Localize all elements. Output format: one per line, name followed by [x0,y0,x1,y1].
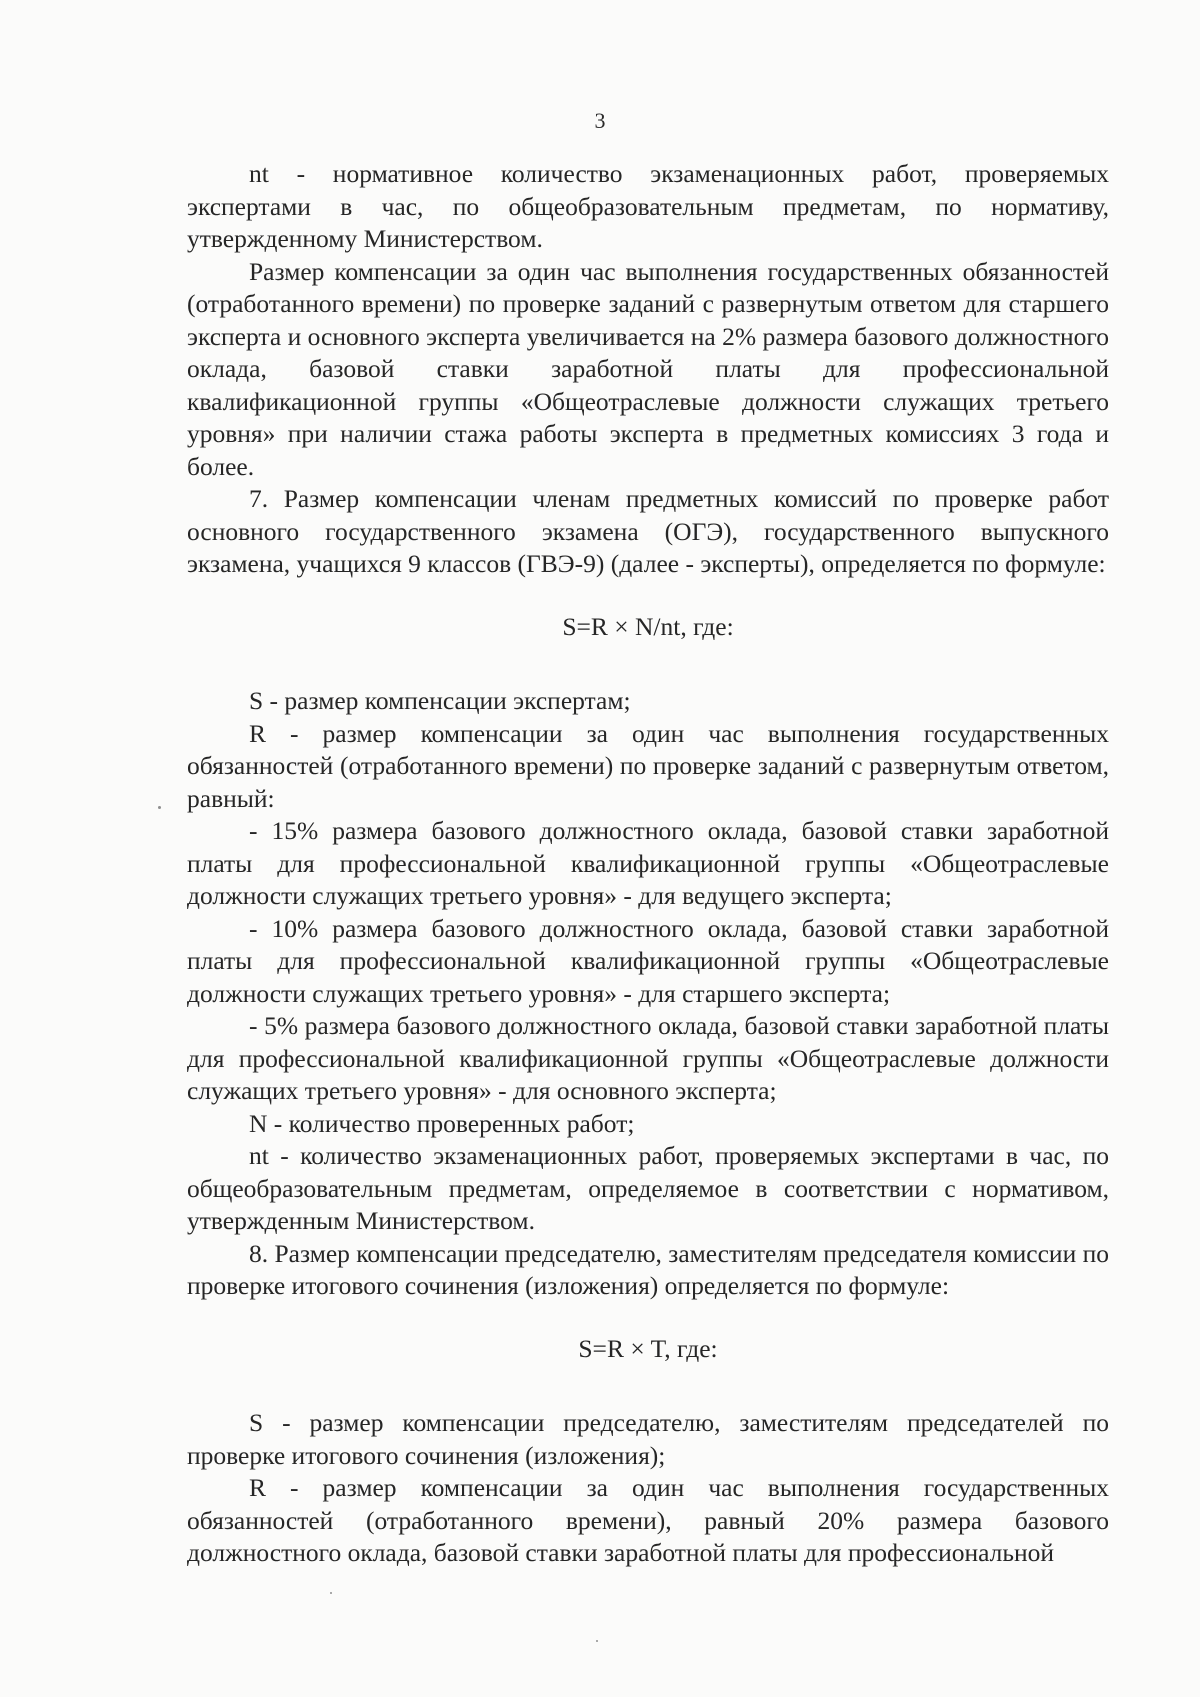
formula-1: S=R × N/nt, где: [562,611,734,641]
paragraph-section-7: 7. Размер компенсации членам предметных комиссий по проверке работ основного государственного экзамена (ОГЭ), государственного выпускного экзамена, учащихся 9 классов (ГВЭ-9) (далее - эксперты), определяется по формуле: [187,484,1109,578]
rate-senior-expert: - 10% размера базового должностного оклада, базовой ставки заработной платы для профессиональной квалификационной группы «Общеотраслевые должности служащих третьего уровня» - для старшего эксперта; [187,913,1109,1008]
definition-s: S - размер компенсации экспертам; [249,686,631,715]
rate-main-expert: - 5% размера базового должностного оклада, базовой ставки заработной платы для профессиональной квалификационной группы «Общеотраслевые должности служащих третьего уровня» - для основного эксперта; [187,1011,1109,1105]
paragraph-section-8: 8. Размер компенсации председателю, заместителям председателя комиссии по проверке итогового сочинения (изложения) определяется по формуле: [187,1238,1109,1300]
definition-s-chair: S - размер компенсации председателю, заместителям председателей по проверке итогового сочинения (изложения); [187,1408,1109,1470]
scan-speck [330,1592,332,1594]
paragraph-nt-definition: nt - нормативное количество экзаменационных работ, проверяемых экспертами в час, по общеобразовательным предметам, по нормативу, утвержденному Министерством. [187,159,1109,253]
paragraph-experience-bonus: Размер компенсации за один час выполнения государственных обязанностей (отработанного времени) по проверке заданий с развернутым ответом для старшего эксперта и основного эксперта увеличивается на 2% размера базового должностного оклада, базовой ставки заработной платы для профессиональной квалификационной группы «Общеотраслевые должности служащих третьего уровня» при наличии стажа работы эксперта в предметных комиссиях 3 года и более. [187,256,1109,481]
rate-lead-expert: - 15% размера базового должностного оклада, базовой ставки заработной платы для профессиональной квалификационной группы «Общеотраслевые должности служащих третьего уровня» - для ведущего эксперта; [187,816,1109,910]
scan-speck [596,1640,598,1642]
document-body [187,158,1109,1570]
definition-r-chair: R - размер компенсации за один час выполнения государственных обязанностей (отработанного времени), равный 20% размера базового должностного оклада, базовой ставки заработной платы для профессиональной [187,1473,1109,1567]
definition-nt: nt - количество экзаменационных работ, проверяемых экспертами в час, по общеобразовательным предметам, определяемое в соответствии с нормативом, утвержденным Министерством. [187,1141,1109,1235]
page-number: 3 [594,108,606,133]
definition-r: R - размер компенсации за один час выполнения государственных обязанностей (отработанного времени) по проверке заданий с развернутым ответом, равный: [187,718,1109,813]
formula-2: S=R × T, где: [578,1333,718,1363]
definition-n: N - количество проверенных работ; [249,1108,635,1138]
scan-speck [158,806,161,809]
